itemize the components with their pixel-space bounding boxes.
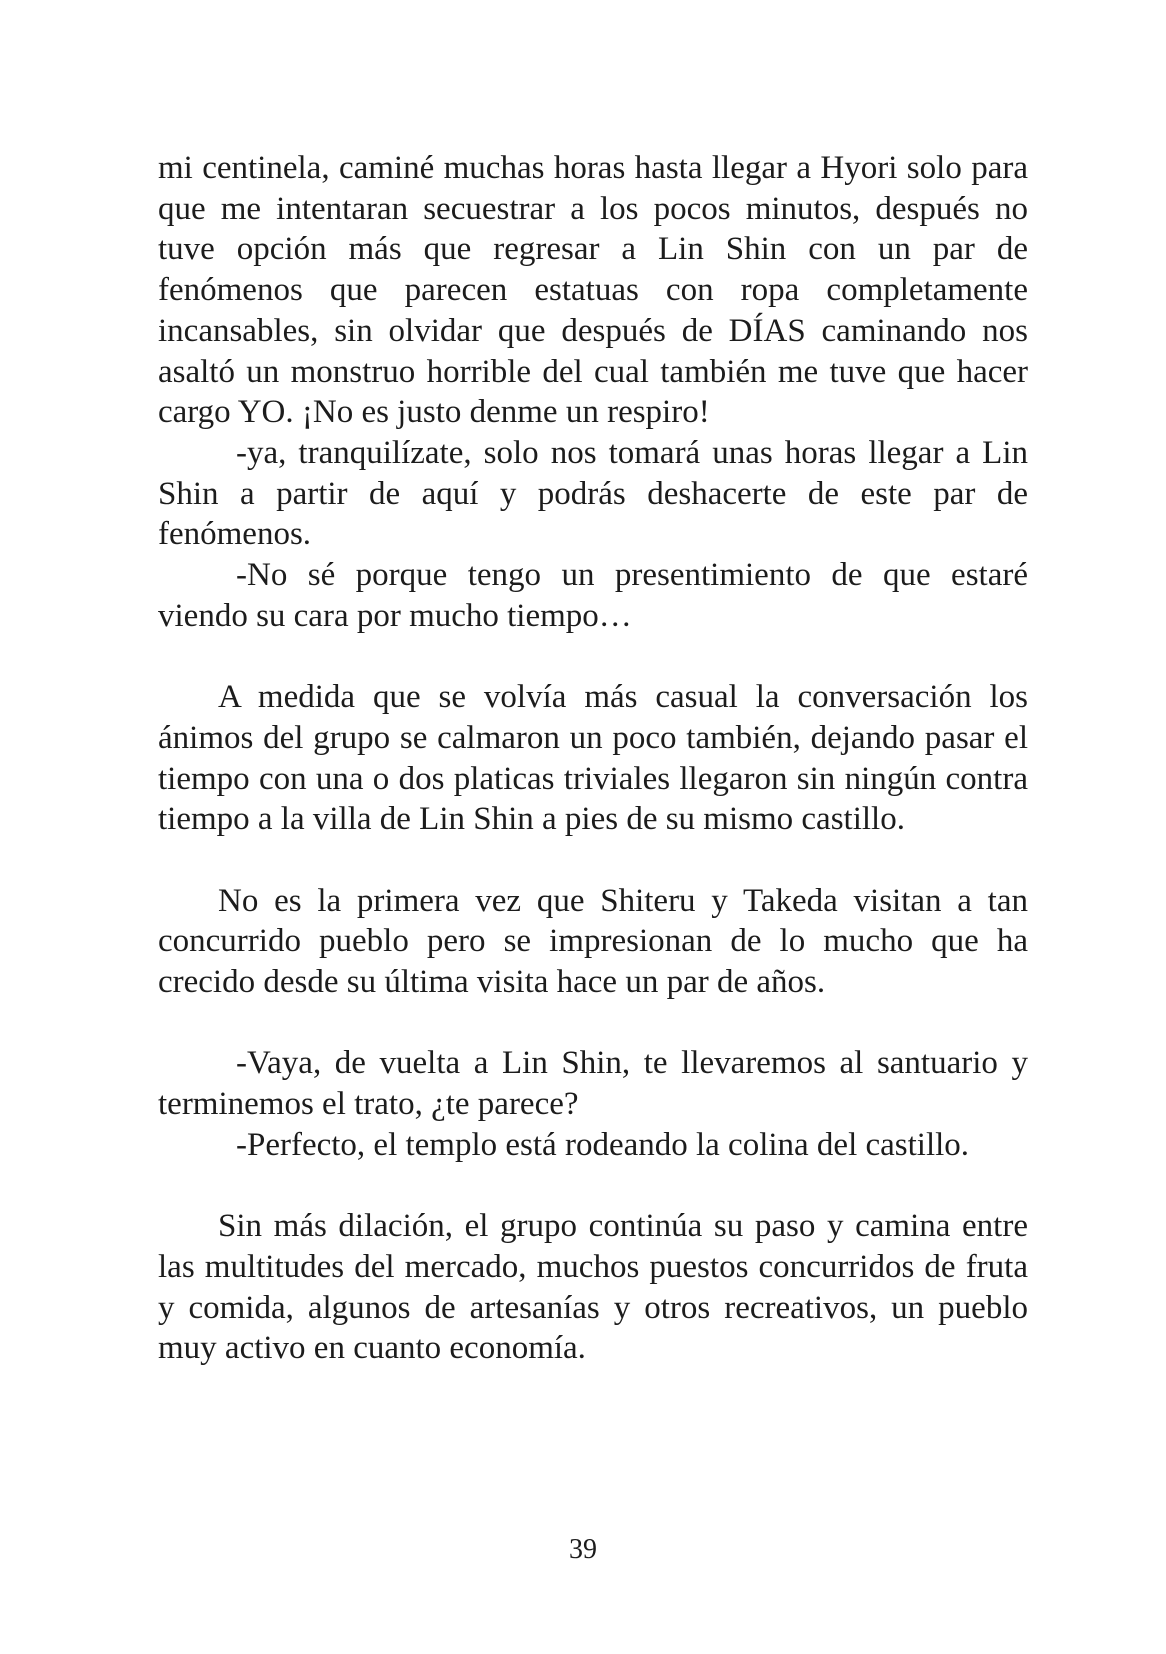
dialogue-line: -ya, tranquilízate, solo nos tomará unas horas llegar a Lin Shin a partir de aquí y podrás deshacerte de este par de fenómenos. bbox=[158, 434, 1028, 553]
paragraph-gap bbox=[158, 636, 1028, 677]
paragraph-gap bbox=[158, 1003, 1028, 1044]
narrative-paragraph: Sin más dilación, el grupo continúa su paso y camina entre las multitudes del mercado, muchos puestos concurridos de fruta y comida, algunos de artesanías y otros recreativos, un pueblo muy activo en cuanto economía. bbox=[158, 1208, 1028, 1367]
paragraph-gap bbox=[158, 1166, 1028, 1207]
narrative-paragraph: No es la primera vez que Shiteru y Takeda visitan a tan concurrido pueblo pero se impresionan de lo mucho que ha crecido desde su última visita hace un par de años. bbox=[158, 882, 1028, 1001]
paragraph-gap bbox=[158, 840, 1028, 881]
dialogue-line: -Vaya, de vuelta a Lin Shin, te llevaremos al santuario y terminemos el trato, ¿te parece? bbox=[158, 1045, 1028, 1123]
paragraph-continuation: mi centinela, caminé muchas horas hasta llegar a Hyori solo para que me intentaran secuestrar a los pocos minutos, después no tuve opción más que regresar a Lin Shin con un par de fenómenos que parecen estatuas con ropa completamente incansables, sin olvidar que después de DÍAS caminando nos asaltó un monstruo horrible del cual también me tuve que hacer cargo YO. ¡No es justo denme un respiro! bbox=[158, 150, 1028, 431]
page-number: 39 bbox=[569, 1534, 597, 1565]
narrative-paragraph: A medida que se volvía más casual la conversación los ánimos del grupo se calmaron un poco también, dejando pasar el tiempo con una o dos platicas triviales llegaron sin ningún contra tiempo a la villa de Lin Shin a pies de su mismo castillo. bbox=[158, 679, 1028, 838]
dialogue-line: -No sé porque tengo un presentimiento de que estaré viendo su cara por mucho tiempo… bbox=[158, 557, 1028, 634]
dialogue-line: -Perfecto, el templo está rodeando la colina del castillo. bbox=[236, 1126, 970, 1163]
body-text bbox=[158, 148, 1028, 1369]
